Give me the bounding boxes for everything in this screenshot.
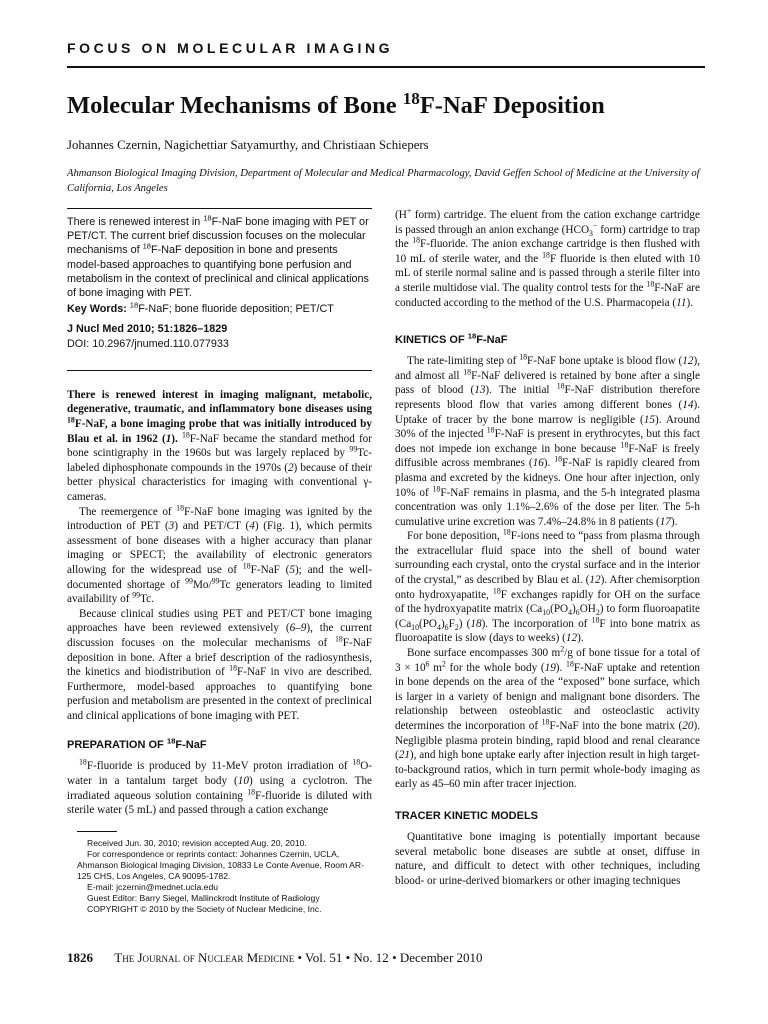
intro-paragraph-3: Because clinical studies using PET and PET/CT bone imaging approaches have been reviewed extensively (6–9), the current discussion focuses on the molecular mechanisms of $^{18}$F-NaF deposition in bone. After a brief description of the radiosynthesis, the kinetics and biodistribution of $^{18}$F-NaF in vivo are described. Furthermore, model-based approaches to quantifying bone perfusion and metabolism are presented in the context of preclinical and clinical applications of bone imaging with PET. — [67, 607, 372, 722]
section-label: FOCUS ON MOLECULAR IMAGING — [67, 40, 394, 56]
journal-reference: J Nucl Med 2010; 51:1826–1829 DOI: 10.2967/jnumed.110.077933 — [67, 323, 229, 350]
footer-separator: • — [297, 950, 303, 965]
left-column — [67, 208, 372, 915]
footnote-copyright: COPYRIGHT © 2010 by the Society of Nuclear Medicine, Inc. — [87, 903, 322, 914]
preparation-paragraph: $^{18}$F-fluoride is produced by 11-MeV proton irradiation of $^{18}$O-water in a tantalum target body (10) using a cyclotron. The irradiated aqueous solution containing $^{18}$F-fluoride is diluted with sterile water (5 mL) and passed through a cation exchange — [67, 757, 372, 817]
intro-paragraph-2: The reemergence of $^{18}$F-NaF bone imaging was ignited by the introduction of PET (3) and PET/CT (4) (Fig. 1), which permits assessment of bone diseases with a higher accuracy than planar imaging or SPECT; the availability of electronic generators allowing for the widespread use of $^{18}$F-NaF (5); and the well-documented shortage of $^{99}$Mo/$^{99}$Tc generators leading to limited availability of $^{99}$Tc. — [67, 502, 372, 606]
doi: DOI: 10.2967/jnumed.110.077933 — [67, 337, 229, 350]
footer-separator: • — [345, 950, 351, 965]
section-heading-tracer-models: TRACER KINETIC MODELS — [395, 809, 538, 822]
journal-name: The Journal of Nuclear Medicine — [114, 950, 295, 965]
kinetics-paragraph-1: The rate-limiting step of $^{18}$F-NaF bone uptake is blood flow (12), and almost all $^{18}$F-NaF delivered is retained by bone after a single pass of blood (13). The initial $^{18}$F-NaF distribution therefore represents blood flow that varies among different bones (14). Uptake of tracer by the bone marrow is negligible (15). Around 30% of the injected $^{18}$F-NaF is present in erythrocytes, but this fact does not impede ion exchange in bone because $^{18}$F-NaF is freely diffusible across membranes (16). $^{18}$F-NaF is rapidly cleared from plasma and excreted by the kidneys. One hour after injection, only 10% of $^{18}$F-NaF remains in plasma, and the 5-h integrated plasma concentration was only 1.1%–2.6% of the dose per liter. The 5-h cumulative urine excretion was 7.4%–24.8% in 8 patients (17). — [395, 352, 701, 528]
kinetics-paragraph-3: Bone surface encompasses 300 $m^2/g$ of bone tissue for a total of $3 \times 10^6$ $m^2$ for the whole body (19). $^{18}$F-NaF uptake and retention in bone depends on the area of the “exposed” bone surface, which is larger in a variety of benign and malignant bone disorders. The relationship between osteoblastic and osteoclastic activity determines the incorporation of $^{18}$F-NaF into the bone matrix (20). Negligible plasma protein binding, rapid blood and renal clearance (21), and high bone uptake early after injection result in high target-to-background ratios, which in turn permit whole-body imaging as early as 45–60 min after tracer injection. — [395, 644, 701, 791]
header-rule — [67, 66, 705, 68]
kinetics-paragraph-2: For bone deposition, $^{18}$F-ions need to “pass from plasma through the extracellular fluid space into the shell of bound water surrounding each crystal, onto the crystal surface and in the interior of the crystal,” as described by Blau et al. (12). After chemisorption onto hydroxyapatite, $^{18}$F exchanges rapidly for OH on the surface of the hydroxyapatite matrix $(Ca_{10}(PO_4)_6OH_2)$ to form fluoroapatite $(Ca_{10}(PO_4)_6F_2)$ (18). The incorporation of $^{18}$F into bone matrix as fluoroapatite is slow (days to weeks) (12). — [395, 527, 700, 645]
tracer-paragraph: Quantitative bone imaging is potentially important because several metabolic bone diseases are subtle at onset, diffuse in nature, and difficult to detect with other techniques, including blood- or urine-derived biomarkers or other imaging techniques — [395, 830, 700, 887]
affiliation: Ahmanson Biological Imaging Division, Department of Molecular and Medical Pharmacology, David Geffen School of Medicine at the University of California, Los Angeles — [67, 168, 700, 194]
footnote-received: Received Jun. 30, 2010; revision accepted Aug. 20, 2010. — [87, 837, 307, 848]
abstract-top-rule — [67, 208, 372, 209]
right-column — [395, 208, 700, 888]
issue-date: December 2010 — [399, 950, 483, 965]
abstract-text: There is renewed interest in $^{18}$F-NaF bone imaging with PET or PET/CT. The current brief discussion focuses on the molecular mechanisms of $^{18}$F-NaF deposition in bone and presents model-based approaches to quantifying bone perfusion and metabolism in the context of preclinical and clinical applications of bone imaging with PET. — [67, 213, 369, 300]
article-title: Molecular Mechanisms of Bone $^{18}$F-NaF Deposition — [67, 88, 605, 119]
footnote-guest-editor: Guest Editor: Barry Siegel, Mallinckrodt Institute of Radiology — [87, 892, 320, 903]
issue-number: No. 12 — [353, 950, 389, 965]
footnotes — [67, 838, 372, 915]
footnote-email: E-mail: jczernin@mednet.ucla.edu — [87, 881, 219, 892]
footnote-correspondence: For correspondence or reprints contact: Johannes Czernin, UCLA, Ahmanson Biological Imaging Division, 10833 Le Conte Avenue, Room AR-125 CHS, Los Angeles, CA 90095-1782. — [77, 848, 364, 881]
footer-separator: • — [392, 950, 397, 965]
volume: Vol. 51 — [305, 950, 343, 965]
keywords: Key Words: $^{18}$F-NaF; bone fluoride deposition; PET/CT — [67, 300, 334, 316]
page-footer — [67, 950, 483, 966]
page-number: 1826 — [67, 950, 93, 965]
section-heading-kinetics: KINETICS OF $^{18}$F-NaF — [395, 331, 508, 347]
preparation-continued: (H+ form) cartridge. The eluent from the cation exchange cartridge is passed through an anion exchange ($HCO_3^-$ form) cartridge to trap the $^{18}$F-fluoride. The anion exchange cartridge is then flushed with 10 mL of sterile water, and the $^{18}$F fluoride is then eluted with 10 mL of sterile normal saline and is passed through a sterile filter into a sterile multidose vial. The quality control tests for the $^{18}$F-NaF are conducted according to the method of the U.S. Pharmacopeia (11). — [395, 206, 700, 309]
section-heading-preparation: PREPARATION OF $^{18}$F-NaF — [67, 736, 207, 752]
author-list: Johannes Czernin, Nagichettiar Satyamurthy, and Christiaan Schiepers — [67, 138, 429, 152]
intro-paragraph-1: There is renewed interest in imaging malignant, metabolic, degenerative, traumatic, and inflammatory bone diseases using $^{18}$F-NaF, a bone imaging probe that was initially introduced by Blau et al. in 1962 (1). $^{18}$F-NaF became the standard method for bone scintigraphy in the 1960s but was largely replaced by $^{99}$Tc-labeled diphosphonate compounds in the 1970s (2) because of their better physical characteristics for imaging with conventional γ-cameras. — [67, 388, 372, 503]
